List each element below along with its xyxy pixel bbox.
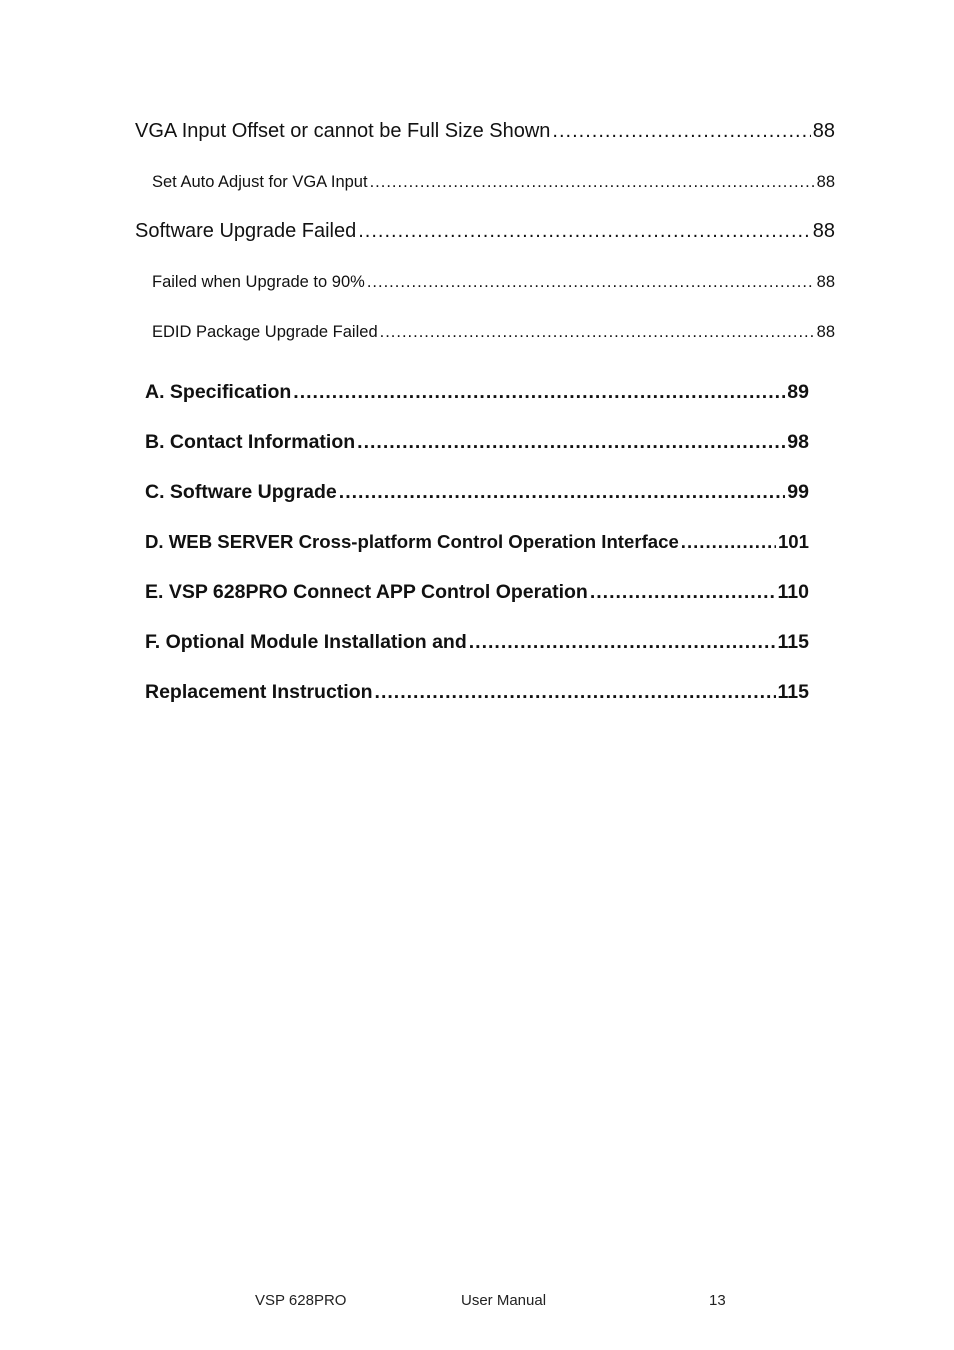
toc-entry-title: D. WEB SERVER Cross-platform Control Operation Interface	[145, 531, 679, 552]
toc-entry[interactable]	[145, 481, 809, 504]
toc-entry-title: Replacement Instruction	[145, 681, 373, 703]
toc-entry-title: EDID Package Upgrade Failed	[152, 323, 378, 341]
toc-entry-page: 89	[787, 381, 809, 403]
toc-entry[interactable]	[145, 631, 809, 654]
toc-entry[interactable]	[152, 273, 835, 292]
toc-entry-title: Software Upgrade Failed	[135, 220, 357, 242]
toc-leader	[339, 481, 786, 504]
toc-entry-page: 110	[777, 581, 809, 603]
toc-entry-page: 88	[816, 273, 835, 291]
toc-entry-title: B. Contact Information	[145, 431, 356, 453]
footer-page-number: 13	[709, 1292, 726, 1309]
toc-entry-page: 98	[787, 431, 809, 453]
toc-entry[interactable]	[145, 681, 809, 704]
toc-leader	[375, 681, 776, 704]
toc-entry-page: 88	[816, 173, 835, 191]
toc-entry[interactable]	[145, 381, 809, 404]
toc-leader	[552, 120, 810, 143]
toc-leader	[590, 581, 776, 604]
toc-entry-page: 115	[777, 631, 809, 653]
toc-entry-page: 88	[812, 120, 835, 142]
footer-product: VSP 628PRO	[255, 1292, 347, 1309]
toc-entry-title: A. Specification	[145, 381, 292, 403]
toc-leader	[358, 220, 811, 243]
toc-entry-page: 101	[777, 531, 809, 552]
toc-entry[interactable]	[152, 173, 835, 192]
toc-entry-title: E. VSP 628PRO Connect APP Control Operation	[145, 581, 588, 603]
toc-entry-title: Failed when Upgrade to 90%	[152, 273, 365, 291]
toc-entry-title: F. Optional Module Installation and	[145, 631, 467, 653]
toc-leader	[370, 173, 815, 192]
toc-entry[interactable]	[145, 531, 809, 553]
toc-entry-page: 88	[812, 220, 835, 242]
toc-entry-page: 88	[816, 323, 835, 341]
toc-leader	[681, 531, 776, 553]
toc-leader	[380, 323, 815, 342]
toc-entry[interactable]	[152, 323, 835, 342]
toc-entry-title: C. Software Upgrade	[145, 481, 337, 503]
toc-entry-title: VGA Input Offset or cannot be Full Size Shown	[135, 120, 551, 142]
toc-leader	[367, 273, 815, 292]
footer-doc-title: User Manual	[461, 1292, 547, 1309]
toc-entry[interactable]	[135, 120, 835, 143]
toc-entry[interactable]	[145, 431, 809, 454]
toc-entry[interactable]	[145, 581, 809, 604]
toc-leader	[469, 631, 776, 654]
toc-entry-page: 115	[777, 681, 809, 703]
toc-entry-title: Set Auto Adjust for VGA Input	[152, 173, 368, 191]
toc-leader	[293, 381, 785, 404]
toc-entry-page: 99	[787, 481, 809, 503]
toc-leader	[357, 431, 785, 454]
toc-entry[interactable]	[135, 220, 835, 243]
